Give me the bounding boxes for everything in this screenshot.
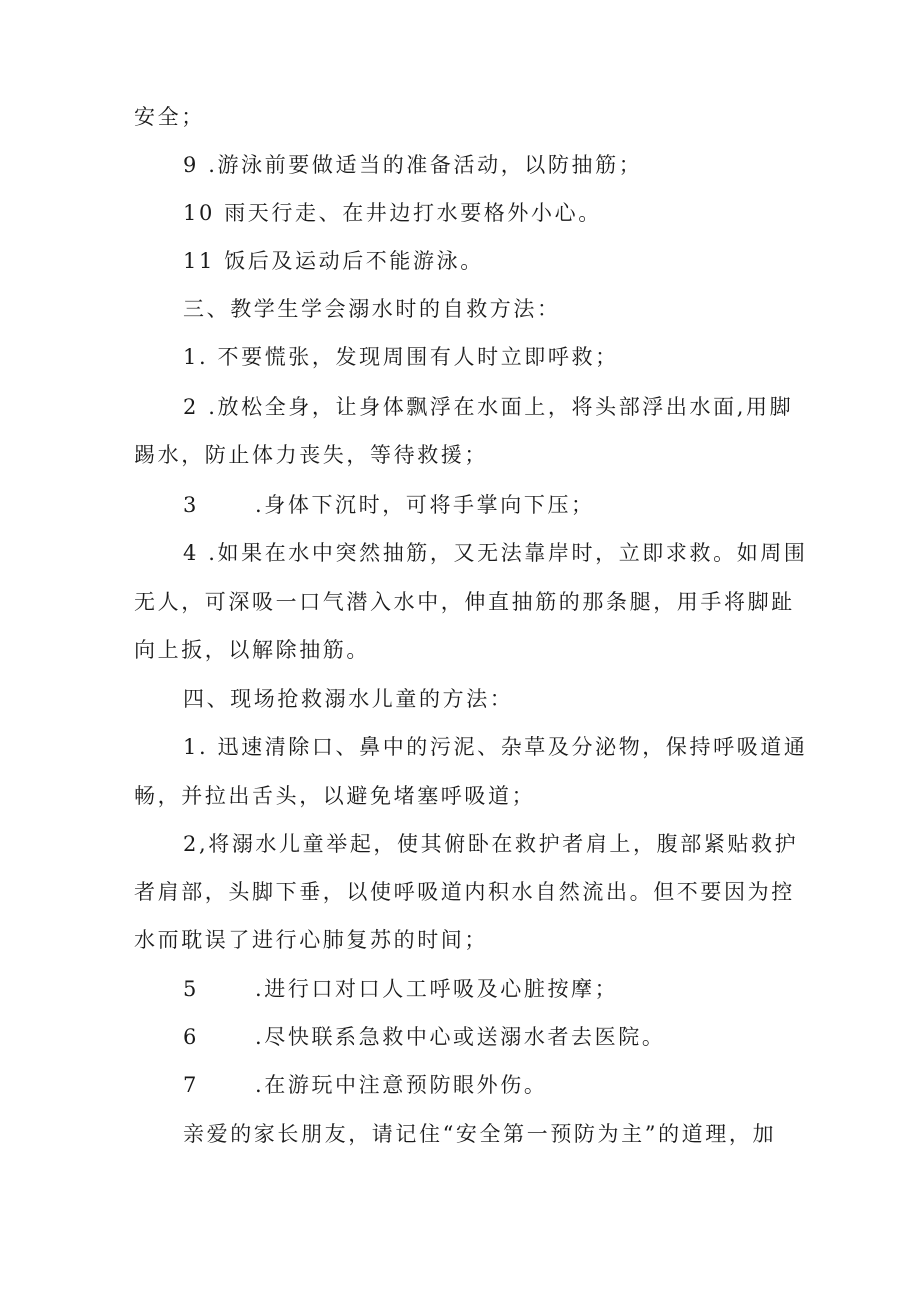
list-item-10: 10 雨天行走、在井边打水要格外小心。 — [183, 201, 602, 225]
text-line: 水而耽误了进行心肺复苏的时间； — [134, 928, 488, 952]
closing-paragraph: 亲爱的家长朋友，请记住“安全第一预防为主”的道理，加 — [183, 1122, 777, 1146]
text-line: 安全； — [134, 105, 205, 129]
list-item-9: 9 .游泳前要做适当的准备活动，以防抽筋； — [183, 153, 643, 177]
list-text: .尽快联系急救中心或送溺水者去医院。 — [254, 1025, 666, 1049]
text-line: 无人，可深吸一口气潜入水中，伸直抽筋的那条腿，用手将脚趾 — [134, 590, 795, 614]
list-item-4: 4 .如果在水中突然抽筋，又无法靠岸时，立即求救。如周围 — [183, 541, 808, 565]
list-item-2: 2,将溺水儿童举起，使其俯卧在救护者肩上，腹部紧贴救护 — [183, 832, 799, 856]
list-item-11: 11 饭后及运动后不能游泳。 — [183, 249, 484, 273]
text-line: 踢水，防止体力丧失，等待救援； — [134, 443, 488, 467]
text-line: 者肩部，头脚下垂，以使呼吸道内积水自然流出。但不要因为控 — [134, 880, 795, 904]
list-item-5 — [183, 975, 618, 1003]
list-number: 3 — [183, 493, 199, 517]
list-item-3 — [183, 491, 595, 519]
list-number: 5 — [183, 977, 199, 1001]
text-line: 向上扳，以解除抽筋。 — [134, 638, 370, 662]
list-number: 7 — [183, 1073, 199, 1097]
list-text: .进行口对口人工呼吸及心脏按摩； — [254, 977, 619, 1001]
text-line: 畅，并拉出舌头，以避免堵塞呼吸道； — [134, 784, 536, 808]
list-text: .身体下沉时，可将手掌向下压； — [254, 493, 595, 517]
list-item-1: 1. 不要慌张，发现周围有人时立即呼救； — [183, 345, 619, 369]
section-heading-4: 四、现场抢救溺水儿童的方法： — [183, 687, 514, 711]
list-item-6 — [183, 1023, 665, 1051]
list-item-2: 2 .放松全身，让身体飘浮在水面上，将头部浮出水面,用脚 — [183, 395, 794, 419]
list-number: 6 — [183, 1025, 199, 1049]
list-item-7 — [183, 1071, 547, 1099]
section-heading-3: 三、教学生学会溺水时的自救方法： — [183, 297, 561, 321]
list-text: .在游玩中注意预防眼外伤。 — [254, 1073, 548, 1097]
list-item-1: 1. 迅速清除口、鼻中的污泥、杂草及分泌物，保持呼吸道通 — [183, 735, 808, 759]
